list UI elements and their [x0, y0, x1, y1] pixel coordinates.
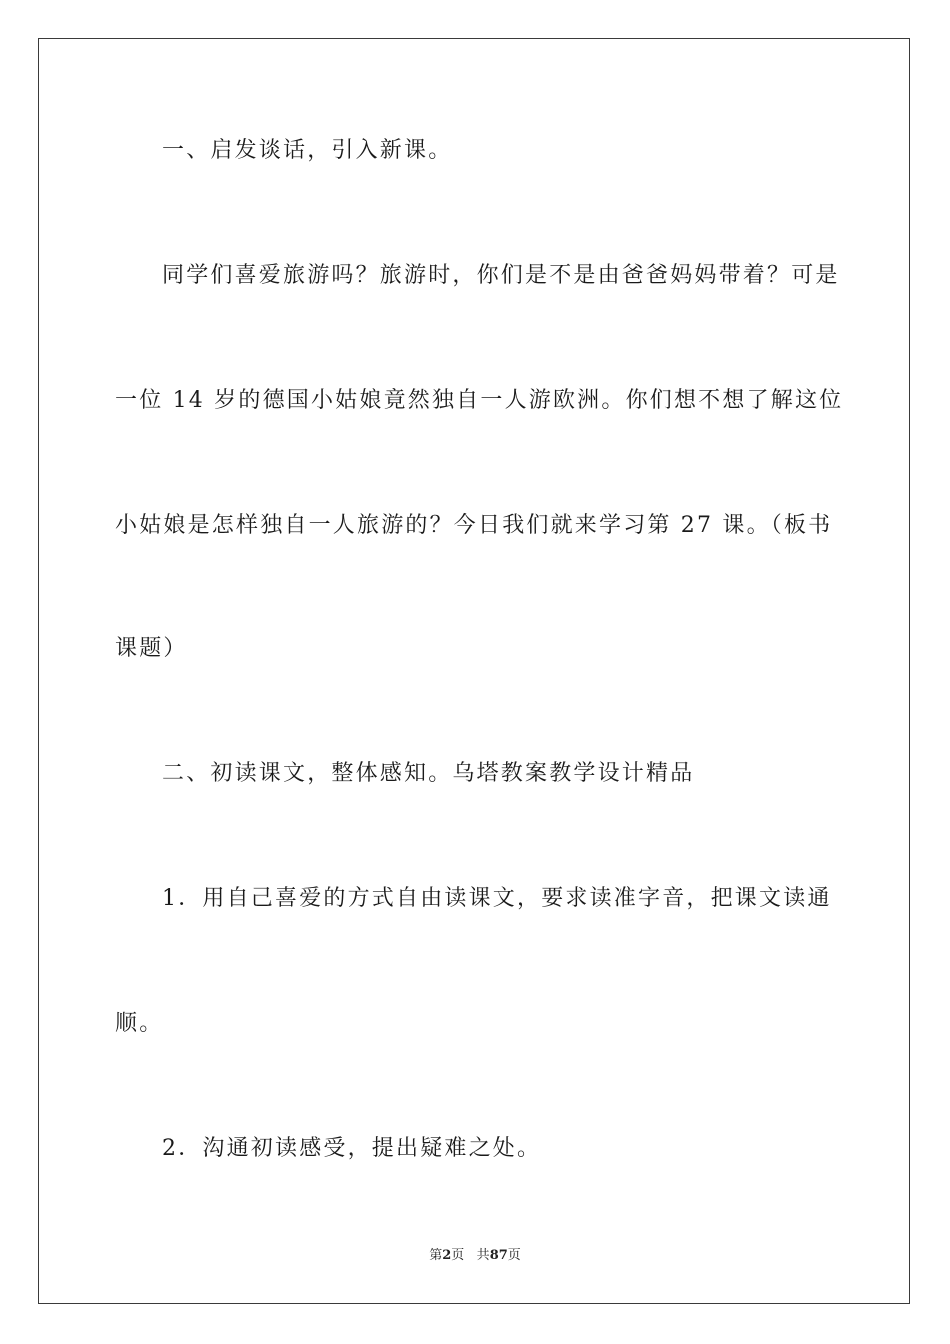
paragraph-line: 课题） [115, 636, 188, 661]
page-border [38, 38, 910, 1304]
paragraph-line: 小姑娘是怎样独自一人旅游的？今日我们就来学习第 27 课。（板书 [115, 513, 833, 538]
heading-section-1: 一、启发谈话，引入新课。 [162, 138, 453, 163]
footer-prefix: 第 [429, 1248, 443, 1263]
footer-page-suffix: 页 [451, 1248, 465, 1263]
footer-total-suffix: 页 [507, 1248, 521, 1263]
list-item-1: 1．用自己喜爱的方式自由读课文，要求读准字音，把课文读通 [162, 886, 832, 911]
paragraph-line: 同学们喜爱旅游吗？旅游时，你们是不是由爸爸妈妈带着？可是 [162, 263, 840, 288]
page-footer [0, 1247, 950, 1265]
page-number: 2 [442, 1248, 452, 1263]
list-item-1-continuation: 顺。 [115, 1011, 164, 1036]
heading-section-2: 二、初读课文，整体感知。乌塔教案教学设计精品 [162, 761, 695, 786]
footer-total-prefix: 共 [476, 1248, 490, 1263]
list-item-2: 2．沟通初读感受，提出疑难之处。 [162, 1136, 542, 1161]
paragraph-line: 一位 14 岁的德国小姑娘竟然独自一人游欧洲。你们想不想了解这位 [115, 388, 844, 413]
total-pages: 87 [489, 1248, 508, 1263]
